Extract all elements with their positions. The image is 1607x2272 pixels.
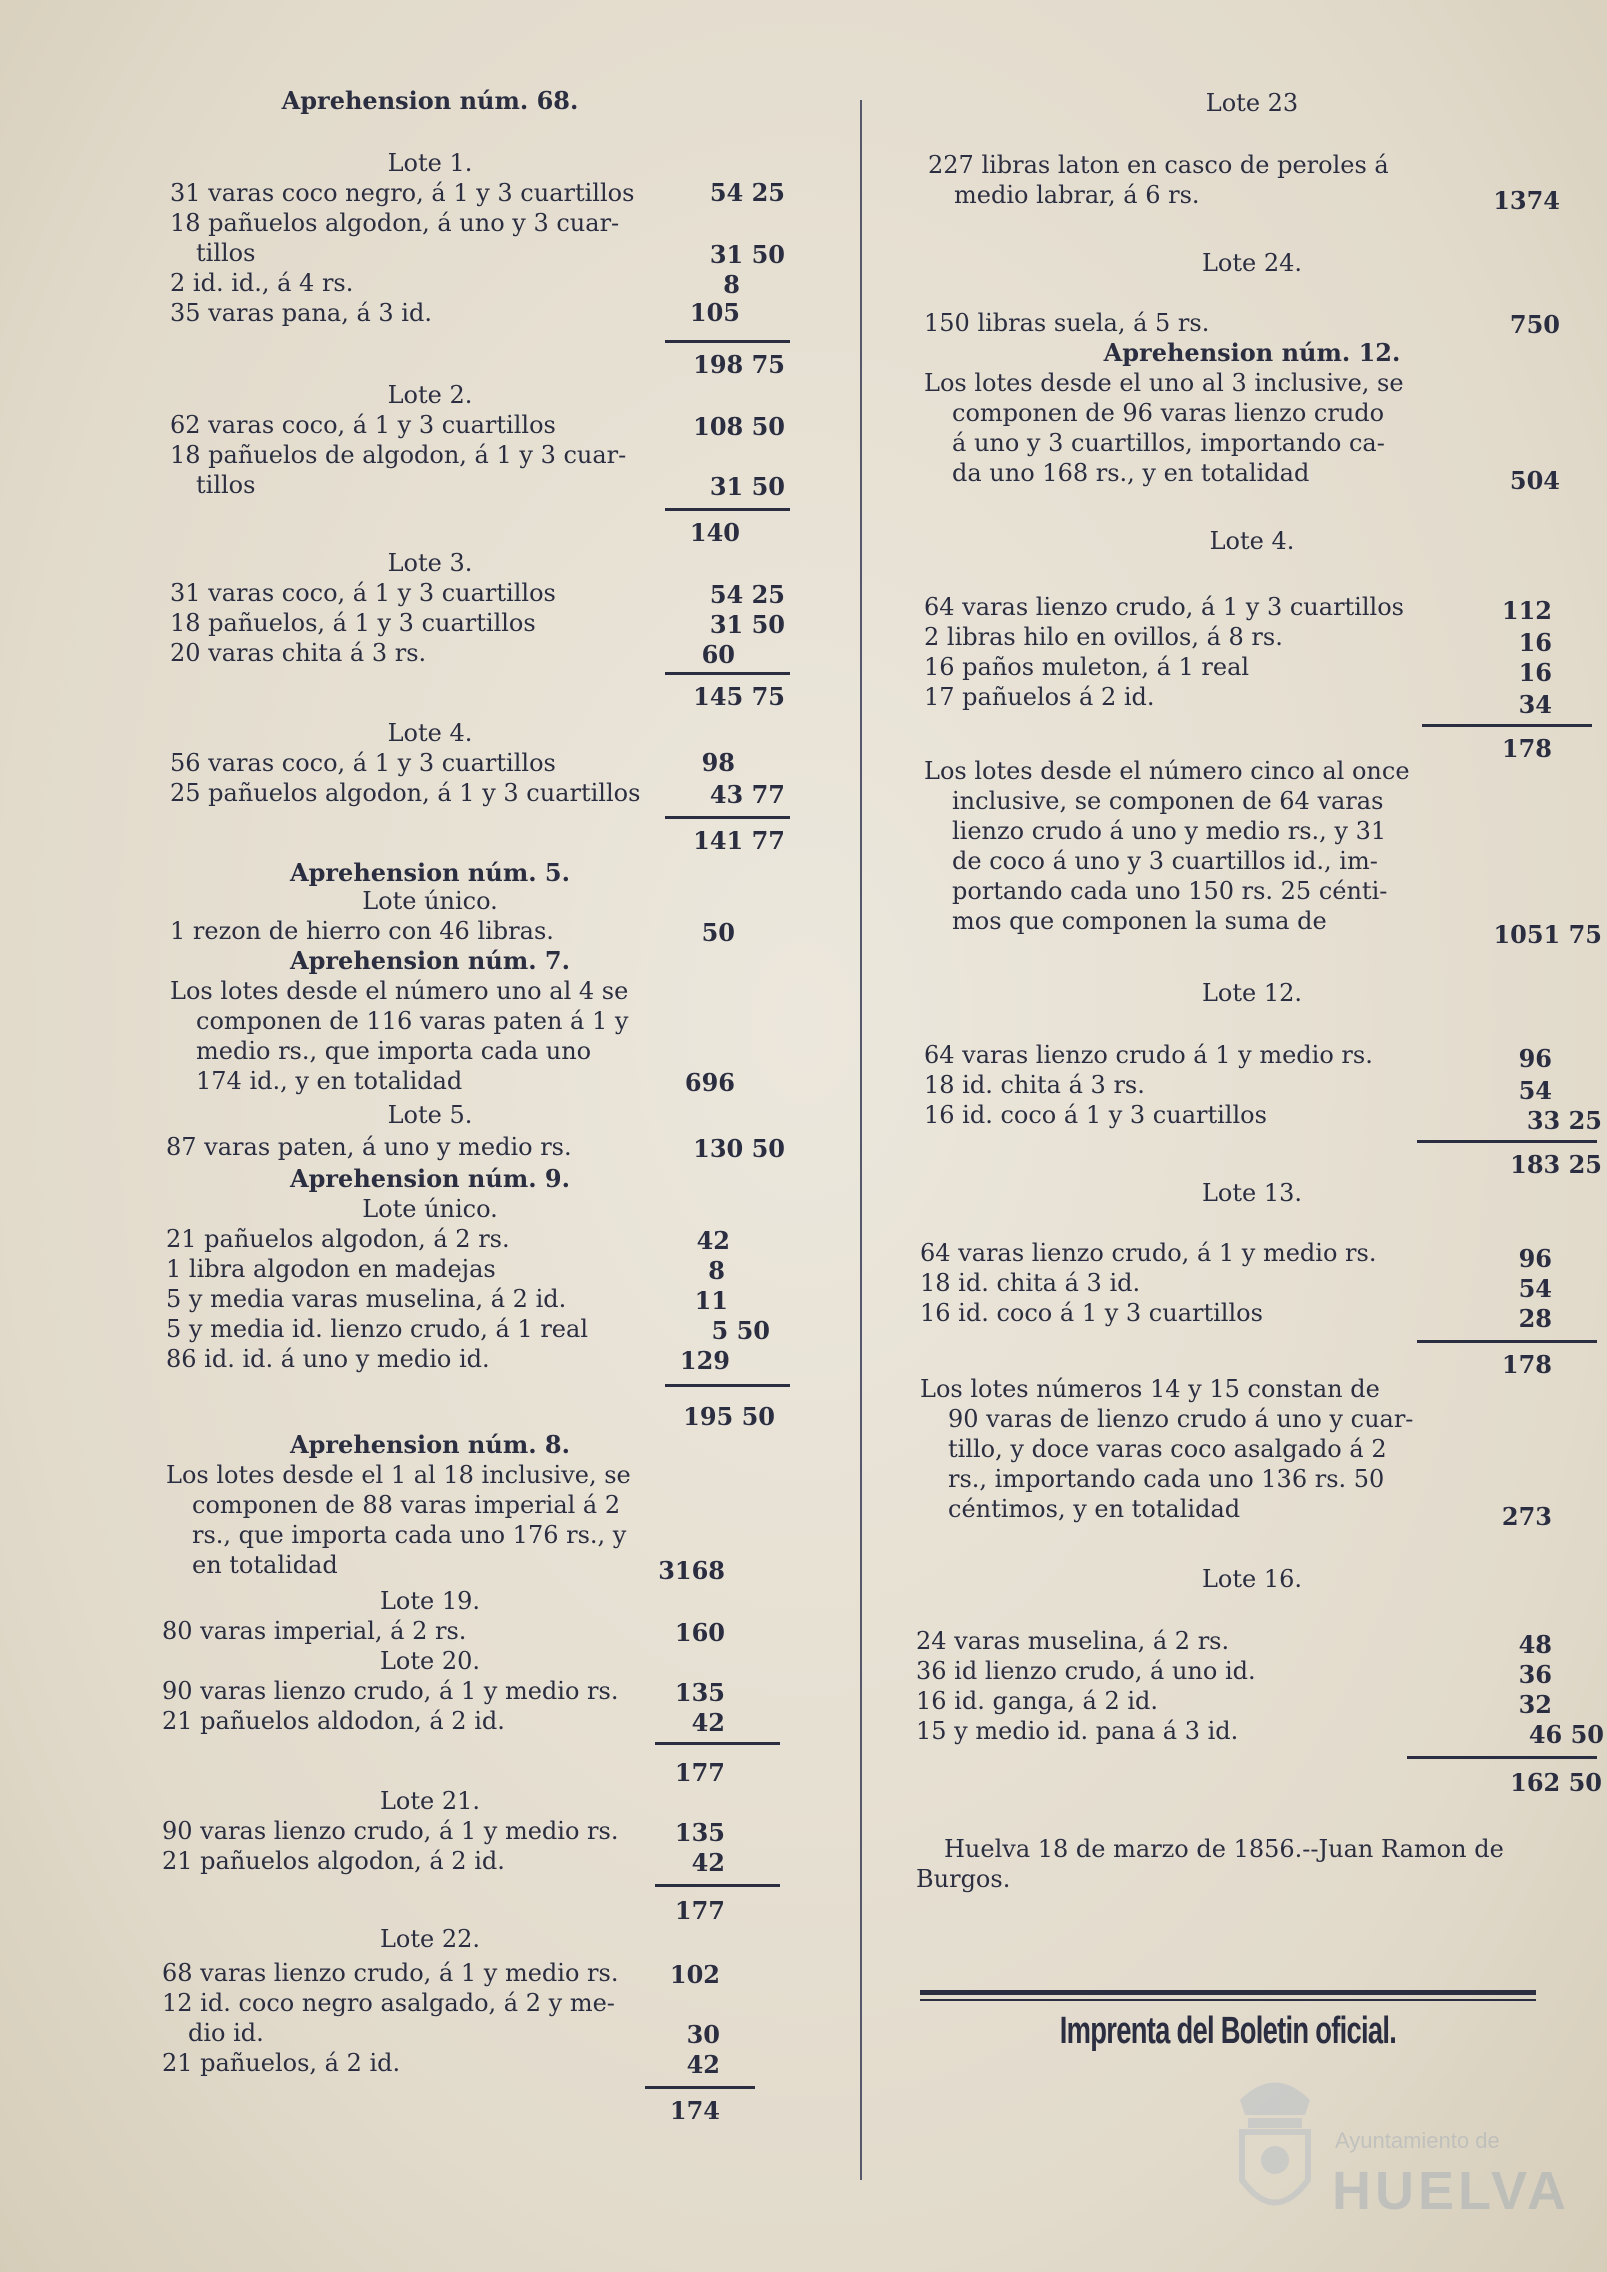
item-value: 96 [1518, 1044, 1552, 1073]
item-line: 16 paños muleton, á 1 real [924, 653, 1250, 681]
lote-heading: Lote 20. [379, 1647, 481, 1675]
item-value: 34 [1518, 690, 1552, 719]
sum-rule [645, 2086, 755, 2089]
lote-total: 198 75 [693, 350, 785, 379]
paragraph-line: á uno y 3 cuartillos, importando ca- [952, 429, 1385, 457]
item-value: 30 [686, 2020, 720, 2049]
item-value: 16 [1518, 628, 1552, 657]
item-line: 64 varas lienzo crudo, á 1 y medio rs. [920, 1239, 1377, 1267]
paragraph-line: de coco á uno y 3 cuartillos id., im- [952, 847, 1378, 875]
item-line: 2 id. id., á 4 rs. [170, 269, 354, 297]
item-value: 96 [1518, 1244, 1552, 1273]
sum-rule [1417, 1340, 1597, 1343]
item-value: 5 50 [711, 1316, 770, 1345]
item-line: 1 libra algodon en madejas [166, 1255, 496, 1283]
coat-of-arms-icon [1220, 2060, 1330, 2230]
heading-aprehension-7: Aprehension núm. 7. [290, 946, 570, 975]
item-value: 60 [701, 640, 735, 669]
item-line: 24 varas muselina, á 2 rs. [916, 1627, 1230, 1655]
item-value: 504 [1509, 466, 1560, 495]
paragraph-line: da uno 168 rs., y en totalidad [952, 459, 1310, 487]
item-line: 31 varas coco, á 1 y 3 cuartillos [170, 579, 556, 607]
item-value: 31 50 [709, 610, 785, 639]
item-line: 18 pañuelos algodon, á uno y 3 cuar- [170, 209, 620, 237]
item-value: 54 25 [709, 178, 785, 207]
lote-heading: Lote 4. [1209, 527, 1295, 555]
paragraph-line: Los lotes desde el número uno al 4 se [170, 977, 629, 1005]
lote-total: 183 25 [1510, 1150, 1602, 1179]
item-line: 16 id. coco á 1 y 3 cuartillos [920, 1299, 1263, 1327]
sum-rule [1417, 1140, 1597, 1143]
footer-rule-top [920, 1990, 1536, 1995]
item-value: 31 50 [709, 472, 785, 501]
item-value: 130 50 [693, 1134, 785, 1163]
item-value: 102 [669, 1960, 720, 1989]
lote-heading: Lote 16. [1201, 1565, 1303, 1593]
item-line: 16 id. ganga, á 2 id. [916, 1687, 1159, 1715]
paragraph-line: componen de 88 varas imperial á 2 [192, 1491, 621, 1519]
sum-rule [665, 672, 790, 675]
item-line: dio id. [188, 2019, 264, 2047]
item-value: 129 [679, 1346, 730, 1375]
lote-total: 178 [1501, 734, 1552, 763]
item-value: 273 [1501, 1502, 1552, 1531]
item-value: 135 [674, 1818, 725, 1847]
sum-rule [655, 1884, 780, 1887]
item-line: 21 pañuelos algodon, á 2 id. [162, 1847, 505, 1875]
item-value: 16 [1518, 658, 1552, 687]
item-line: 68 varas lienzo crudo, á 1 y medio rs. [162, 1959, 619, 1987]
item-line: 21 pañuelos, á 2 id. [162, 2049, 401, 2077]
item-line: 21 pañuelos algodon, á 2 rs. [166, 1225, 510, 1253]
heading-aprehension-9: Aprehension núm. 9. [290, 1164, 570, 1193]
item-line: 64 varas lienzo crudo á 1 y medio rs. [924, 1041, 1373, 1069]
sum-rule [1407, 1756, 1597, 1759]
paragraph-line: 174 id., y en totalidad [196, 1067, 463, 1095]
lote-heading: Lote 23 [1205, 89, 1299, 117]
item-line: 80 varas imperial, á 2 rs. [162, 1617, 467, 1645]
item-line: 5 y media varas muselina, á 2 id. [166, 1285, 567, 1313]
lote-total: 178 [1501, 1350, 1552, 1379]
item-value: 42 [691, 1708, 725, 1737]
item-line: 17 pañuelos á 2 id. [924, 683, 1155, 711]
sum-rule [665, 340, 790, 343]
item-line: 90 varas lienzo crudo, á 1 y medio rs. [162, 1677, 619, 1705]
signature-line: Huelva 18 de marzo de 1856.--Juan Ramon de [944, 1835, 1504, 1863]
paragraph-line: tillo, y doce varas coco asalgado á 2 [948, 1435, 1387, 1463]
lote-heading: Lote único. [362, 887, 498, 915]
item-value: 160 [674, 1618, 725, 1647]
item-value: 98 [701, 748, 735, 777]
lote-total: 195 50 [683, 1402, 775, 1431]
lote-heading: Lote 12. [1201, 979, 1303, 1007]
item-value: 28 [1518, 1304, 1552, 1333]
item-line: 5 y media id. lienzo crudo, á 1 real [166, 1315, 588, 1343]
heading-aprehension-5: Aprehension núm. 5. [290, 858, 570, 887]
lote-heading: Lote 19. [379, 1587, 481, 1615]
paragraph-line: en totalidad [192, 1551, 338, 1579]
paragraph-line: componen de 116 varas paten á 1 y [196, 1007, 629, 1035]
lote-heading: Lote 21. [379, 1787, 481, 1815]
item-value: 36 [1518, 1660, 1552, 1689]
lote-heading: Lote 3. [387, 549, 473, 577]
item-line: 86 id. id. á uno y medio id. [166, 1345, 490, 1373]
paragraph-line: Los lotes números 14 y 15 constan de [920, 1375, 1380, 1403]
item-value: 43 77 [709, 780, 785, 809]
item-line: 16 id. coco á 1 y 3 cuartillos [924, 1101, 1267, 1129]
item-value: 46 50 [1528, 1720, 1604, 1749]
item-value: 108 50 [693, 412, 785, 441]
item-line: 36 id lienzo crudo, á uno id. [916, 1657, 1256, 1685]
item-line: tillos [196, 239, 256, 267]
item-value: 54 [1518, 1076, 1552, 1105]
lote-heading: Lote 22. [379, 1925, 481, 1953]
sum-rule [665, 1384, 790, 1387]
item-value: 42 [696, 1226, 730, 1255]
item-value: 696 [684, 1068, 735, 1097]
lote-heading: Lote 24. [1201, 249, 1303, 277]
paragraph-line: portando cada uno 150 rs. 25 cénti- [952, 877, 1388, 905]
item-line: 64 varas lienzo crudo, á 1 y 3 cuartillos [924, 593, 1404, 621]
item-line: 20 varas chita á 3 rs. [170, 639, 427, 667]
item-line: tillos [196, 471, 256, 499]
item-value: 31 50 [709, 240, 785, 269]
sum-rule [665, 816, 790, 819]
sum-rule [655, 1742, 780, 1745]
item-value: 33 25 [1526, 1106, 1602, 1135]
paragraph-line: céntimos, y en totalidad [948, 1495, 1241, 1523]
item-line: 1 rezon de hierro con 46 libras. [170, 917, 554, 945]
sum-rule [1422, 724, 1592, 727]
item-line: 56 varas coco, á 1 y 3 cuartillos [170, 749, 556, 777]
paragraph-line: lienzo crudo á uno y medio rs., y 31 [952, 817, 1387, 845]
item-line: 35 varas pana, á 3 id. [170, 299, 432, 327]
heading-aprehension-8: Aprehension núm. 8. [290, 1430, 570, 1459]
paragraph-line: rs., que importa cada uno 176 rs., y [192, 1521, 627, 1549]
item-value: 1051 75 [1493, 920, 1602, 949]
paragraph-line: componen de 96 varas lienzo crudo [952, 399, 1385, 427]
item-line: 12 id. coco negro asalgado, á 2 y me- [162, 1989, 615, 2017]
paragraph-line: Los lotes desde el 1 al 18 inclusive, se [166, 1461, 631, 1489]
item-line: 18 pañuelos, á 1 y 3 cuartillos [170, 609, 536, 637]
item-value: 42 [691, 1848, 725, 1877]
item-line: 87 varas paten, á uno y medio rs. [166, 1133, 572, 1161]
paragraph-line: medio labrar, á 6 rs. [954, 181, 1200, 209]
item-value: 54 [1518, 1274, 1552, 1303]
lote-total: 141 77 [693, 826, 785, 855]
lote-heading: Lote 13. [1201, 1179, 1303, 1207]
column-divider [860, 100, 862, 2180]
item-line: 18 pañuelos de algodon, á 1 y 3 cuar- [170, 441, 627, 469]
lote-heading: Lote 5. [387, 1101, 473, 1129]
item-value: 48 [1518, 1630, 1552, 1659]
sum-rule [665, 508, 790, 511]
item-value: 54 25 [709, 580, 785, 609]
lote-heading: Lote 1. [387, 149, 473, 177]
item-value: 32 [1518, 1690, 1552, 1719]
paragraph-line: 227 libras laton en casco de peroles á [928, 151, 1389, 179]
watermark-line2: HUELVA [1332, 2161, 1570, 2221]
paragraph-line: rs., importando cada uno 136 rs. 50 [948, 1465, 1385, 1493]
item-value: 112 [1501, 596, 1552, 625]
lote-heading: Lote 2. [387, 381, 473, 409]
lote-total: 162 50 [1510, 1768, 1602, 1797]
watermark [1220, 2060, 1570, 2240]
paragraph-line: mos que componen la suma de [952, 907, 1327, 935]
item-line: 62 varas coco, á 1 y 3 cuartillos [170, 411, 556, 439]
paragraph-line: Los lotes desde el uno al 3 inclusive, se [924, 369, 1404, 397]
item-value: 11 [694, 1286, 728, 1315]
item-value: 105 [689, 298, 740, 327]
lote-total: 145 75 [693, 682, 785, 711]
lote-heading: Lote 4. [387, 719, 473, 747]
heading-aprehension-12: Aprehension núm. 12. [1103, 338, 1401, 367]
lote-total: 177 [674, 1896, 725, 1925]
item-line: 15 y medio id. pana á 3 id. [916, 1717, 1239, 1745]
paragraph-line: inclusive, se componen de 64 varas [952, 787, 1384, 815]
item-value: 750 [1509, 310, 1560, 339]
item-value: 3168 [658, 1556, 725, 1585]
item-line: 31 varas coco negro, á 1 y 3 cuartillos [170, 179, 635, 207]
item-line: 18 id. chita á 3 rs. [924, 1071, 1145, 1099]
item-value: 50 [701, 918, 735, 947]
footer-rule-thin [920, 1999, 1536, 2001]
signature-line: Burgos. [916, 1865, 1011, 1893]
item-line: 2 libras hilo en ovillos, á 8 rs. [924, 623, 1283, 651]
item-line: 25 pañuelos algodon, á 1 y 3 cuartillos [170, 779, 641, 807]
watermark-line1: Ayuntamiento de [1335, 2128, 1500, 2153]
printer-imprint: Imprenta del Boletin oficial. [1059, 2010, 1397, 2052]
item-value: 8 [723, 270, 740, 299]
lote-total: 174 [669, 2096, 720, 2125]
lote-total: 140 [689, 518, 740, 547]
heading-aprehension-68: Aprehension núm. 68. [281, 86, 579, 115]
paragraph-line: 90 varas de lienzo crudo á uno y cuar- [948, 1405, 1414, 1433]
item-value: 135 [674, 1678, 725, 1707]
item-value: 1374 [1493, 186, 1560, 215]
item-value: 42 [686, 2050, 720, 2079]
item-line: 21 pañuelos aldodon, á 2 id. [162, 1707, 505, 1735]
lote-total: 177 [674, 1758, 725, 1787]
item-line: 90 varas lienzo crudo, á 1 y medio rs. [162, 1817, 619, 1845]
paragraph-line: Los lotes desde el número cinco al once [924, 757, 1410, 785]
item-value: 8 [708, 1256, 725, 1285]
item-line: 18 id. chita á 3 id. [920, 1269, 1141, 1297]
item-line: 150 libras suela, á 5 rs. [924, 309, 1210, 337]
lote-heading: Lote único. [362, 1195, 498, 1223]
paragraph-line: medio rs., que importa cada uno [196, 1037, 592, 1065]
